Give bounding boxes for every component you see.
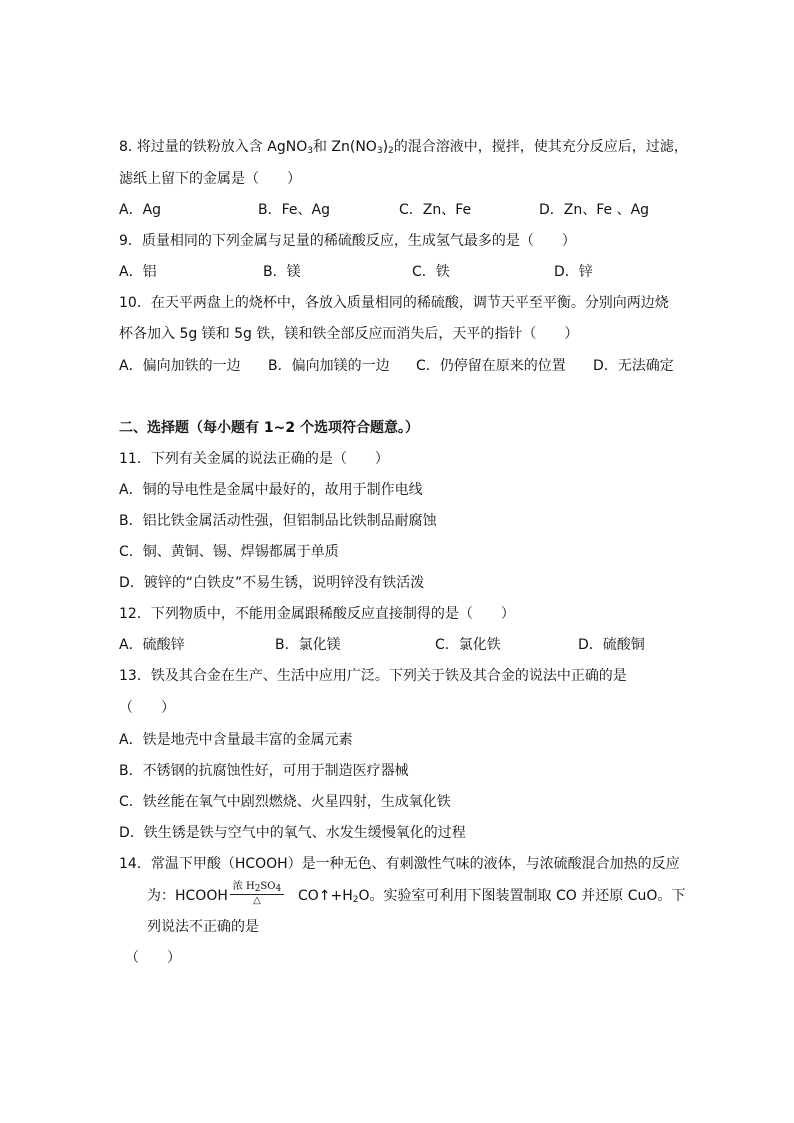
q10-option-b: B．偏向加镁的一边: [268, 358, 390, 374]
q13-stem-line2: （ ）: [119, 700, 175, 716]
q11-option-b: B．铝比铁金属活动性强，但铝制品比铁制品耐腐蚀: [119, 513, 437, 529]
q12-option-c: C．氯化铁: [435, 637, 501, 653]
q9-stem: 9．质量相同的下列金属与足量的稀硫酸反应，生成氢气最多的是（ ）: [119, 233, 576, 249]
q12-options: [119, 636, 679, 654]
q13-stem-line1: 13．铁及其合金在生产、生活中应用广泛。下列关于铁及其合金的说法中正确的是: [119, 668, 627, 684]
q11-option-d: D．镀锌的“白铁皮”不易生锈，说明锌没有铁活泼: [119, 575, 425, 591]
q8-option-d: D．Zn、Fe 、Ag: [539, 202, 650, 218]
q8-options: [119, 201, 679, 219]
q9-option-a: A．铝: [119, 264, 157, 280]
q11-option-a: A．铜的导电性是金属中最好的，故用于制作电线: [119, 482, 423, 498]
q14-stem-line3: 列说法不正确的是: [147, 919, 259, 935]
section-2-heading: 二、选择题（每小题有 1~2 个选项符合题意。）: [119, 420, 419, 436]
q12-option-b: B．氯化镁: [275, 637, 341, 653]
q9-option-d: D．锌: [554, 264, 593, 280]
q8-option-a: A．Ag: [119, 202, 162, 218]
heat-symbol: △: [253, 895, 261, 906]
q10-option-d: D．无法确定: [593, 358, 674, 374]
q11-stem: 11．下列有关金属的说法正确的是（ ）: [119, 451, 389, 467]
q12-option-d: D．硫酸铜: [578, 637, 645, 653]
q8-stem-line2: 滤纸上留下的金属是（ ）: [119, 171, 301, 187]
q10-options: [119, 357, 679, 375]
q14-stem-line4: （ ）: [125, 950, 181, 966]
q12-option-a: A．硫酸锌: [119, 637, 185, 653]
q14-equation-left: 为：HCOOH: [147, 888, 228, 904]
q13-option-b: B．不锈钢的抗腐蚀性好，可用于制造医疗器械: [119, 763, 409, 779]
reaction-condition: [230, 881, 284, 909]
q10-stem-line2: 杯各加入 5g 镁和 5g 铁，镁和铁全部反应而消失后，天平的指针（ ）: [119, 326, 579, 342]
q11-option-c: C．铜、黄铜、锡、焊锡都属于单质: [119, 544, 339, 560]
q9-option-b: B．镁: [263, 264, 301, 280]
q8-stem-line1: 8. 将过量的铁粉放入含 AgNO$_3$和 $Zn(NO_3)_2$的混合溶液中，搅拌，使其充分反应后，过滤，: [119, 139, 688, 156]
q14-stem-line1: 14．常温下甲酸（HCOOH）是一种无色、有刺激性气味的液体，与浓硫酸混合加热的反应: [119, 856, 680, 872]
q10-stem-line1: 10．在天平两盘上的烧杯中，各放入质量相同的稀硫酸，调节天平至平衡。分别向两边烧: [119, 295, 669, 311]
q10-option-a: A．偏向加铁的一边: [119, 358, 241, 374]
q9-option-c: C．铁: [412, 264, 450, 280]
q13-option-a: A．铁是地壳中含量最丰富的金属元素: [119, 732, 353, 748]
q9-options: [119, 263, 679, 281]
q8-option-c: C．Zn、Fe: [399, 202, 472, 218]
q10-option-c: C．仍停留在原来的位置: [416, 358, 566, 374]
q8-option-b: B．Fe、Ag: [258, 202, 330, 218]
reaction-catalyst: 浓 $H_2SO_4$: [232, 881, 282, 894]
q12-stem: 12．下列物质中，不能用金属跟稀酸反应直接制得的是（ ）: [119, 606, 515, 622]
q13-option-d: D．铁生锈是铁与空气中的氧气、水发生缓慢氧化的过程: [119, 825, 466, 841]
q14-equation-right: $CO↑+H_2O$。实验室可利用下图装置制取 CO 并还原 CuO。下: [298, 888, 686, 905]
q13-option-c: C．铁丝能在氧气中剧烈燃烧、火星四射，生成氧化铁: [119, 794, 451, 810]
